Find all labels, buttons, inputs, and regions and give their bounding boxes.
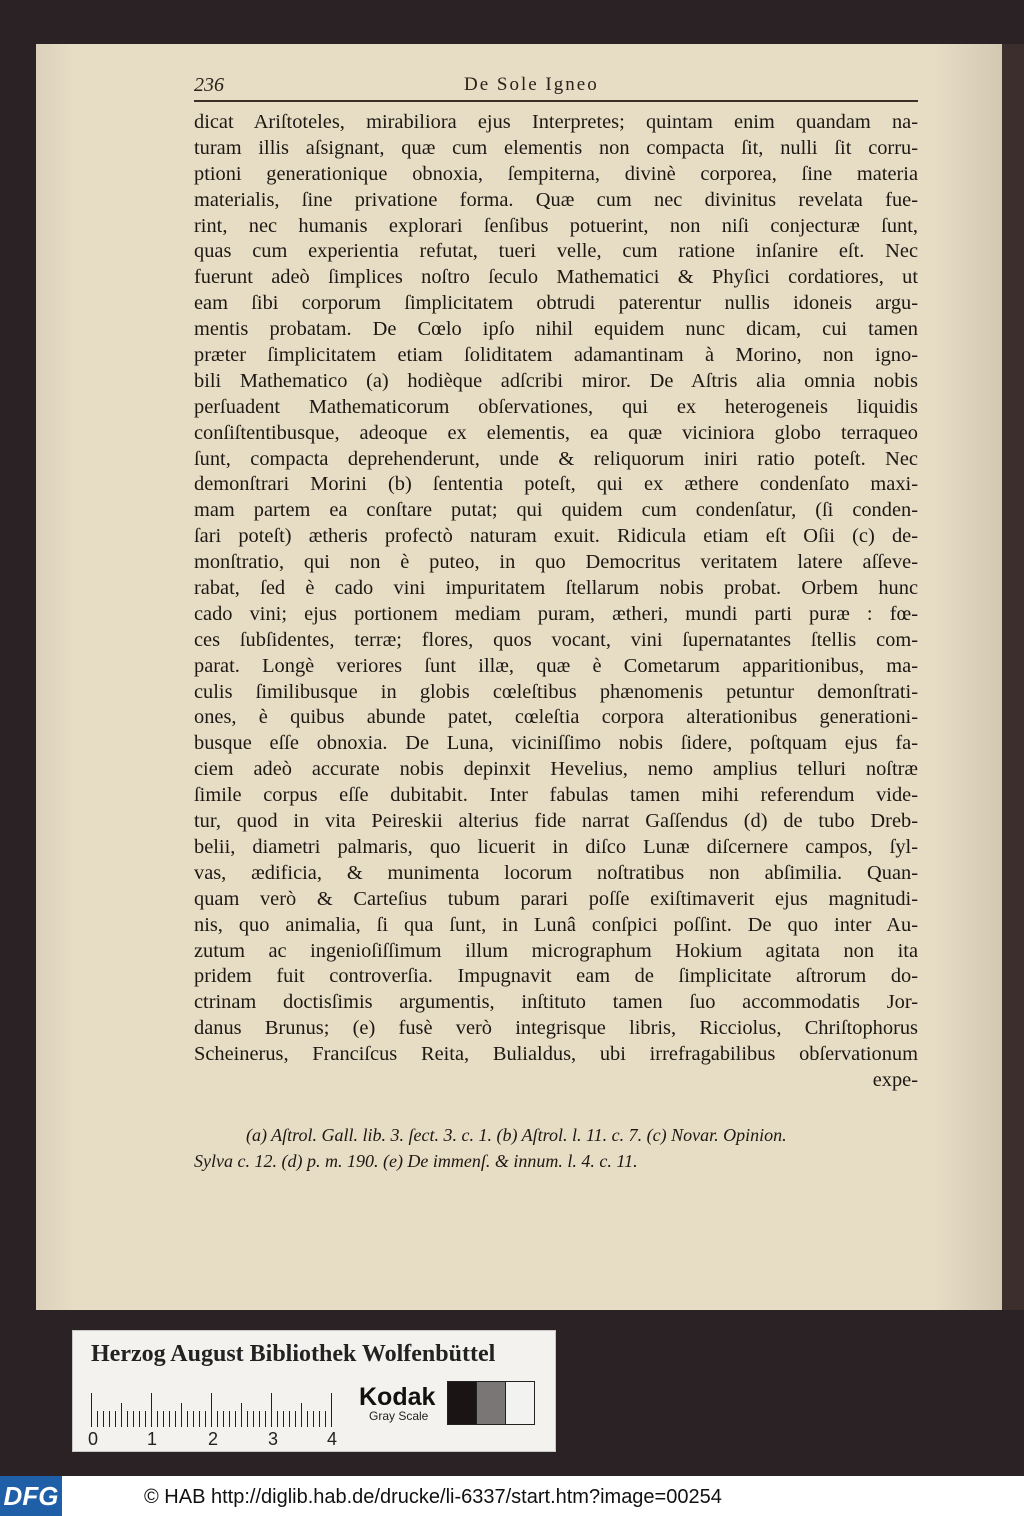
ruler-tick <box>325 1411 326 1427</box>
text-line: ptioni generationique obnoxia, ſempiterna, divinè corporea, ſine materia <box>194 162 918 185</box>
ruler-tick <box>247 1411 248 1427</box>
text-line: præter ſimplicitatem etiam ſoliditatem adamantinam à Morino, non igno- <box>194 344 918 367</box>
ruler-number: 4 <box>327 1429 338 1449</box>
ruler-tick <box>217 1411 218 1427</box>
text-line: danus Brunus; (e) fusè verò integrisque libris, Ricciolus, Chriſtophorus <box>194 1017 918 1040</box>
ruler-tick <box>151 1393 152 1427</box>
text-line: cado vini; ejus portionem mediam puram, ætheri, mundi parti puræ : fœ- <box>194 602 918 625</box>
text-line: quam verò & Carteſius tubum parari poſſe exiſtimaverit ejus magnitudi- <box>194 887 918 910</box>
text-line: belii, diametri palmaris, quo licuerit in diſco Lunæ diſcernere campos, ſyl- <box>194 835 918 858</box>
ruler-tick <box>193 1411 194 1427</box>
ruler-number: 3 <box>268 1429 279 1449</box>
ruler-tick <box>109 1411 110 1427</box>
ruler-tick <box>223 1411 224 1427</box>
ruler-tick <box>265 1411 266 1427</box>
measurement-ruler <box>91 1385 341 1427</box>
ruler-tick <box>241 1403 242 1427</box>
ruler-tick <box>91 1393 92 1427</box>
text-line: ſimile corpus eſſe dubitabit. Inter fabulas tamen mihi referendum vide- <box>194 784 918 807</box>
text-line: Scheinerus, Franciſcus Reita, Bulialdus, ubi irrefragabilibus obſervationum <box>194 1043 918 1066</box>
ruler-tick <box>331 1393 332 1427</box>
binding-edge <box>1002 44 1024 1310</box>
ruler-tick <box>145 1411 146 1427</box>
text-line: turam illis aſsignant, quæ cum elementis non compacta ſit, nulli ſit corru- <box>194 136 918 159</box>
text-line: fuerunt adeò ſimplices noſtro ſeculo Mathematici & Phyſici cordatiores, ut <box>194 266 918 289</box>
ruler-tick <box>181 1403 182 1427</box>
text-line: parat. Longè veriores ſunt illæ, quæ è Cometarum apparitionibus, ma- <box>194 654 918 677</box>
calibration-card <box>72 1330 556 1452</box>
text-line: nis, quo animalia, ſi qua ſunt, in Lunâ conſpici poſſint. De quo inter Au- <box>194 913 918 936</box>
ruler-tick <box>301 1403 302 1427</box>
text-line: ces ſubſidentes, terræ; flores, quos vocant, vini ſupernatantes ſtellis com- <box>194 628 918 651</box>
text-line: mentis probatam. De Cœlo ipſo nihil equidem nunc dicam, cui tamen <box>194 318 918 341</box>
ruler-tick <box>103 1411 104 1427</box>
ruler-number: 1 <box>147 1429 158 1449</box>
text-line: conſiſtentibusque, adeoque ex elementis, ea quæ viciniora globo terraqueo <box>194 421 918 444</box>
text-line: dicat Ariſtoteles, mirabiliora ejus Interpretes; quintam enim quandam na- <box>194 111 918 133</box>
text-line: rint, nec humanis explorari ſenſibus potuerint, non niſi conjecturæ ſunt, <box>194 214 918 237</box>
ruler-tick <box>259 1411 260 1427</box>
ruler-tick <box>121 1403 122 1427</box>
text-line: eam ſibi corporum ſimplicitatem obtrudi paterentur nullis idoneis argu- <box>194 292 918 315</box>
ruler-tick <box>271 1393 272 1427</box>
ruler-tick <box>235 1411 236 1427</box>
ruler-tick <box>97 1411 98 1427</box>
text-line: mam partem ea conſtare putat; qui quidem cum condenſatur, (ſi conden- <box>194 499 918 522</box>
ruler-tick <box>283 1411 284 1427</box>
page-header <box>194 74 918 102</box>
ruler-number: 0 <box>88 1429 99 1449</box>
text-line: tur, quod in vita Peireskii alterius fide narrat Gaſſendus (d) de tubo Dreb- <box>194 810 918 833</box>
copyright-link[interactable]: © HAB http://diglib.hab.de/drucke/li-6337/start.htm?image=00254 <box>144 1486 722 1508</box>
ruler-tick <box>139 1411 140 1427</box>
ruler-tick <box>169 1411 170 1427</box>
footnote-line: Sylva c. 12. (d) p. m. 190. (e) De immenſ. & innum. l. 4. c. 11. <box>194 1151 638 1171</box>
text-line: ctrinam doctisſimis argumentis, inſtituto tamen ſuo accommodatis Jor- <box>194 991 918 1014</box>
ruler-tick <box>187 1411 188 1427</box>
text-line: materialis, ſine privatione forma. Quæ cum nec divinitus revelata fue- <box>194 188 918 211</box>
gray-patch-light <box>505 1381 535 1425</box>
text-line: bili Mathematico (a) hodièque adſcribi miror. De Aſtris alia omnia nobis <box>194 369 918 392</box>
ruler-tick <box>175 1411 176 1427</box>
ruler-tick <box>199 1411 200 1427</box>
text-line: ſunt, compacta deprehenderunt, unde & reliquorum iniri ratio poteſt. Nec <box>194 447 918 470</box>
ruler-tick <box>157 1411 158 1427</box>
ruler-tick <box>319 1411 320 1427</box>
dfg-logo: DFG <box>0 1476 62 1516</box>
ruler-tick <box>133 1411 134 1427</box>
kodak-logo: Kodak <box>359 1383 436 1411</box>
ruler-tick <box>127 1411 128 1427</box>
text-line: quas cum experientia refutat, tueri velle, cum ratione inſanire eſt. Nec <box>194 240 918 263</box>
ruler-number: 2 <box>208 1429 219 1449</box>
footnote-line: (a) Aſtrol. Gall. lib. 3. ſect. 3. c. 1. (b) Aſtrol. l. 11. c. 7. (c) Novar. Opinion. <box>246 1125 787 1145</box>
gray-patch-mid <box>476 1381 506 1425</box>
ruler-tick <box>115 1411 116 1427</box>
gray-scale-label: Gray Scale <box>369 1409 429 1423</box>
text-line: ſari poteſt) ætheris profectò naturam exuit. Ridicula etiam eſt Oſii (c) de- <box>194 525 918 548</box>
ruler-tick <box>289 1411 290 1427</box>
ruler-tick <box>253 1411 254 1427</box>
text-line: ones, è quibus abunde patet, cœleſtia corpora alterationibus generationi- <box>194 706 918 729</box>
ruler-tick <box>163 1411 164 1427</box>
text-line: culis ſimilibusque in globis cœleſtibus phænomenis petuntur demonſtrati- <box>194 680 918 703</box>
gray-patch-dark <box>447 1381 477 1425</box>
text-line: monſtratio, qui non è puteo, in quo Democritus veritatem latere aſſeve- <box>194 551 918 574</box>
text-line: pridem fuit controverſia. Impugnavit eam de ſimplicitate aſtrorum do- <box>194 965 918 988</box>
page-number: 236 <box>194 74 224 96</box>
text-line: expe- <box>872 1068 918 1091</box>
ruler-tick <box>307 1411 308 1427</box>
text-line: zutum ac ingenioſiſſimum illum micrographum Hokium agitata non ita <box>194 939 918 962</box>
library-name: Herzog August Bibliothek Wolfenbüttel <box>91 1341 496 1367</box>
ruler-tick <box>295 1411 296 1427</box>
text-line: busque eſſe obnoxia. De Luna, viciniſſimo nobis ſidere, poſtquam ejus fa- <box>194 732 918 755</box>
footnotes <box>194 1122 918 1174</box>
running-title: De Sole Igneo <box>464 74 599 95</box>
ruler-tick <box>229 1411 230 1427</box>
text-line: demonſtrari Morini (b) ſententia poteſt, qui ex æthere condenſato maxi- <box>194 473 918 496</box>
ruler-tick <box>211 1393 212 1427</box>
ruler-tick <box>205 1411 206 1427</box>
ruler-tick <box>313 1411 314 1427</box>
text-line: rabat, ſed è cado vini impuritatem ſtellarum nobis probat. Orbem hunc <box>194 577 918 600</box>
text-line: vas, ædificia, & munimenta locorum noſtratibus non abſimilia. Quan- <box>194 861 918 884</box>
body-text <box>194 110 918 1094</box>
text-line: perſuadent Mathematicorum obſervationes, qui ex heterogeneis liquidis <box>194 395 918 418</box>
text-line: ciem adeò accurate nobis depinxit Hevelius, nemo amplius telluri noſtræ <box>194 758 918 781</box>
ruler-tick <box>277 1411 278 1427</box>
